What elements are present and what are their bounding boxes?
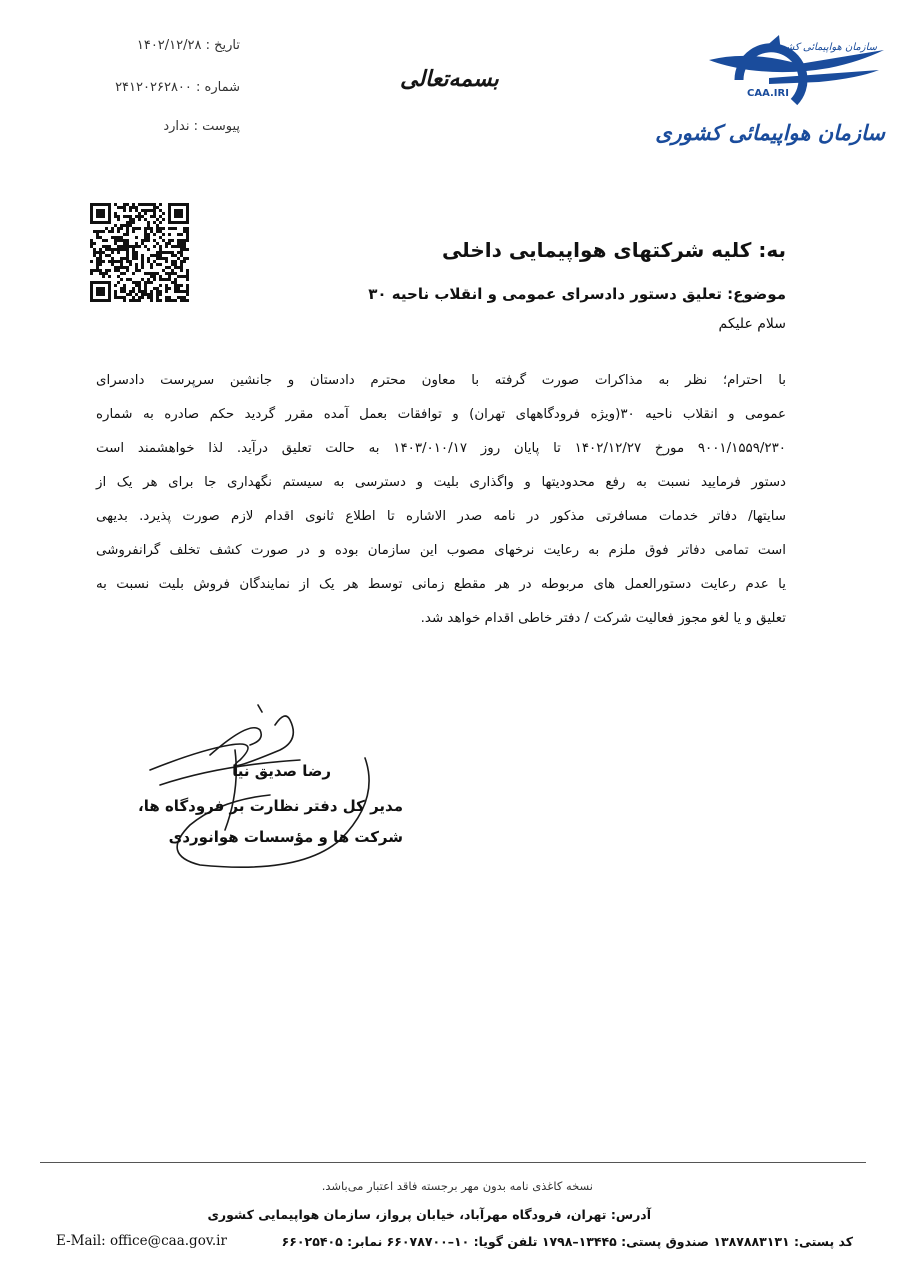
- qr-code-icon: [90, 203, 189, 302]
- letter-subject: موضوع: تعلیق دستور دادسرای عمومی و انقلاب ناحیه ۳۰: [368, 285, 786, 303]
- letter-date: تاریخ : ۱۴۰۲/۱۲/۲۸: [136, 38, 240, 53]
- body-line: با احترام؛ نظر به مذاکرات صورت گرفته با معاون محترم دادستان و جانشین سرپرست دادسرای: [96, 373, 786, 388]
- caa-logo: [655, 30, 889, 170]
- letter-recipient: به: کلیه شرکتهای هواپیمایی داخلی: [441, 238, 786, 262]
- letter-number: شماره : ۲۴۱۲۰۲۶۲۸۰۰: [115, 80, 240, 95]
- signatory-title-continued: شرکت ها و مؤسسات هوانوردی: [168, 828, 403, 846]
- body-line: دستور فرمایید نسبت به رفع محدودیتها و واگذاری بلیت و دسترسی به سیستم نگهداری جا برای هر یک از: [96, 475, 786, 490]
- logo-caa-mark: CAA.IRI: [747, 88, 789, 99]
- body-line: تعلیق و یا لغو مجوز فعالیت شرکت / دفتر خاطی اقدام خواهد شد.: [420, 611, 786, 626]
- footer-divider: [40, 1162, 866, 1163]
- letter-attachment: پیوست : ندارد: [163, 119, 240, 134]
- body-line: ۹۰۰۱/۱۵۵۹/۲۳۰ مورخ ۱۴۰۲/۱۲/۲۷ تا پایان روز ۱۴۰۳/۰۱۰/۱۷ به حالت تعلیق درآید. لذا خواهشمند است: [96, 441, 786, 456]
- letter-body: [96, 364, 786, 636]
- signatory-name: رضا صدیق نیا: [232, 762, 331, 780]
- logo-top-text: سازمان هواپیمائی کشوری: [768, 42, 877, 53]
- footer-validity-note: نسخه کاغذی نامه بدون مهر برجسته فاقد اعتبار می‌باشد.: [321, 1179, 593, 1193]
- body-line: است تمامی دفاتر فوق ملزم به رعایت نرخهای مصوب این سازمان بوده و در صورت کشف تخلف گرانفروشی: [96, 543, 786, 558]
- footer-contacts: کد پستی: ۱۳۸۷۸۸۳۱۳۱ صندوق پستی: ۱۳۴۴۵–۱۷۹۸ تلفن گویا: ۱۰–۶۶۰۷۸۷۰۰ نمابر: ۶۶۰۲۵۴۰۵: [281, 1234, 853, 1249]
- footer-address: آدرس: تهران، فرودگاه مهرآباد، خیابان پرواز، سازمان هواپیمایی کشوری: [207, 1207, 651, 1222]
- footer-email: E-Mail: office@caa.gov.ir: [56, 1233, 227, 1249]
- signatory-title: مدیر کل دفتر نظارت بر فرودگاه ها،: [138, 797, 403, 815]
- organization-name: سازمان هواپیمائی کشوری: [655, 120, 885, 145]
- body-line: عمومی و انقلاب ناحیه ۳۰(ویژه فرودگاههای تهران) و توافقات بعمل آمده مقرر گردید حکم صادره به شماره: [96, 407, 786, 422]
- handwritten-signature-icon: [140, 690, 390, 880]
- bismillah-heading: بسمه‌تعالی: [400, 66, 499, 92]
- body-line: سایتها/ دفاتر خدمات مسافرتی مذکور در نامه صدر الاشاره تا اطلاع ثانوی اقدام لازم صورت پذیرد. بدیهی: [96, 509, 786, 524]
- letter-greeting: سلام علیکم: [718, 316, 786, 332]
- body-line: یا عدم رعایت دستورالعمل های مربوطه در هر مقطع زمانی توسط هر یک از نمایندگان فروش بلیت نسبت به: [96, 577, 786, 592]
